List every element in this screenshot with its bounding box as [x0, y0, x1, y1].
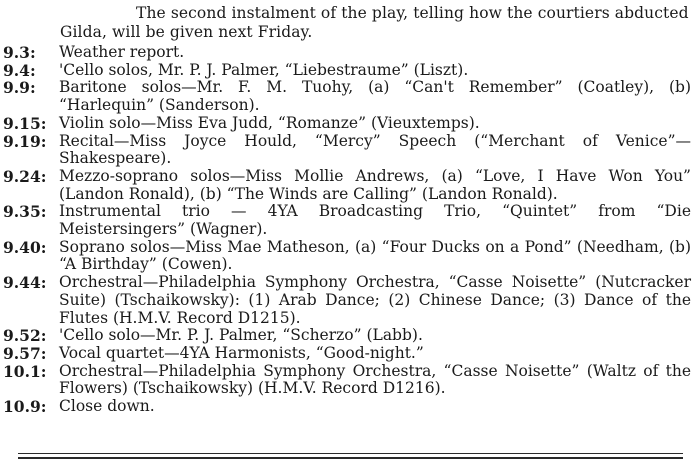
entry-time: 9.40: [3, 237, 47, 257]
entry-time: 9.15: [3, 113, 47, 133]
entry-time: 9.9: [3, 78, 36, 98]
programme-entry [3, 133, 697, 168]
programme-entry [3, 345, 697, 363]
entry-time: 9.35: [3, 202, 47, 222]
programme-entry [3, 203, 697, 238]
programme-entry [3, 79, 697, 114]
programme-entry [3, 274, 697, 327]
entry-description: 'Cello solo—Mr. P. J. Palmer, “Scherzo” (Labb). [59, 326, 423, 345]
entry-description: Baritone solos—Mr. F. M. Tuohy, (a) “Can't Remember” (Coatley), (b) “Harlequin” (Sanderson). [59, 78, 691, 115]
entry-description: Soprano solos—Miss Mae Matheson, (a) “Four Ducks on a Pond” (Needham, (b) “A Birthday” (Cowen). [59, 237, 691, 274]
intro-paragraph: The second instalment of the play, telling how the courtiers abducted Gilda, will be given next Friday. [60, 4, 689, 41]
programme-entry [3, 44, 697, 62]
entry-time: 9.52: [3, 326, 47, 346]
entry-description: Instrumental trio — 4YA Broadcasting Trio, “Quintet” from “Die Meistersingers” (Wagner). [59, 202, 691, 239]
entry-description: Close down. [59, 397, 155, 416]
programme-entry [3, 327, 697, 345]
entry-description: Violin solo—Miss Eva Judd, “Romanze” (Vieuxtemps). [59, 113, 480, 132]
divider-rule [18, 453, 683, 454]
entry-time: 10.1: [3, 361, 47, 381]
entry-time: 9.19: [3, 131, 47, 151]
entry-description: 'Cello solos, Mr. P. J. Palmer, “Liebestraume” (Liszt). [59, 60, 469, 79]
divider-rule [18, 457, 683, 459]
entry-description: Recital—Miss Joyce Hould, “Mercy” Speech (“Merchant of Venice”— Shakespeare). [59, 131, 691, 168]
entry-description: Mezzo-soprano solos—Miss Mollie Andrews, (a) “Love, I Have Won You” (Landon Ronald), (b) “The Winds are Calling” (Landon Ronald). [59, 166, 691, 203]
entry-description: Orchestral—Philadelphia Symphony Orchestra, “Casse Noisette” (Waltz of the Flowers) (Tschaikowsky) (H.M.V. Record D1216). [59, 361, 691, 398]
programme-entry [3, 62, 697, 80]
programme-entry [3, 363, 697, 398]
entry-description: Orchestral—Philadelphia Symphony Orchestra, “Casse Noisette” (Nutcracker Suite) (Tschaikowsky): (1) Arab Dance; (2) Chinese Dance; (3) Dance of the Flutes (H.M.V. Record D1215). [59, 273, 691, 327]
entry-time: 9.4: [3, 60, 36, 80]
entry-description: Weather report. [59, 43, 185, 61]
programme-entry [3, 168, 697, 203]
entry-time: 10.9: [3, 397, 47, 417]
entry-description: Vocal quartet—4YA Harmonists, “Good-night.” [59, 343, 424, 362]
entry-time: 9.44: [3, 273, 47, 293]
programme-entry [3, 115, 697, 133]
entry-time: 9.57: [3, 343, 47, 363]
programme-entry [3, 239, 697, 274]
programme-list [3, 44, 697, 416]
entry-time: 9.24: [3, 166, 47, 186]
entry-time: 9.3: [3, 43, 36, 62]
programme-entry [3, 398, 697, 416]
